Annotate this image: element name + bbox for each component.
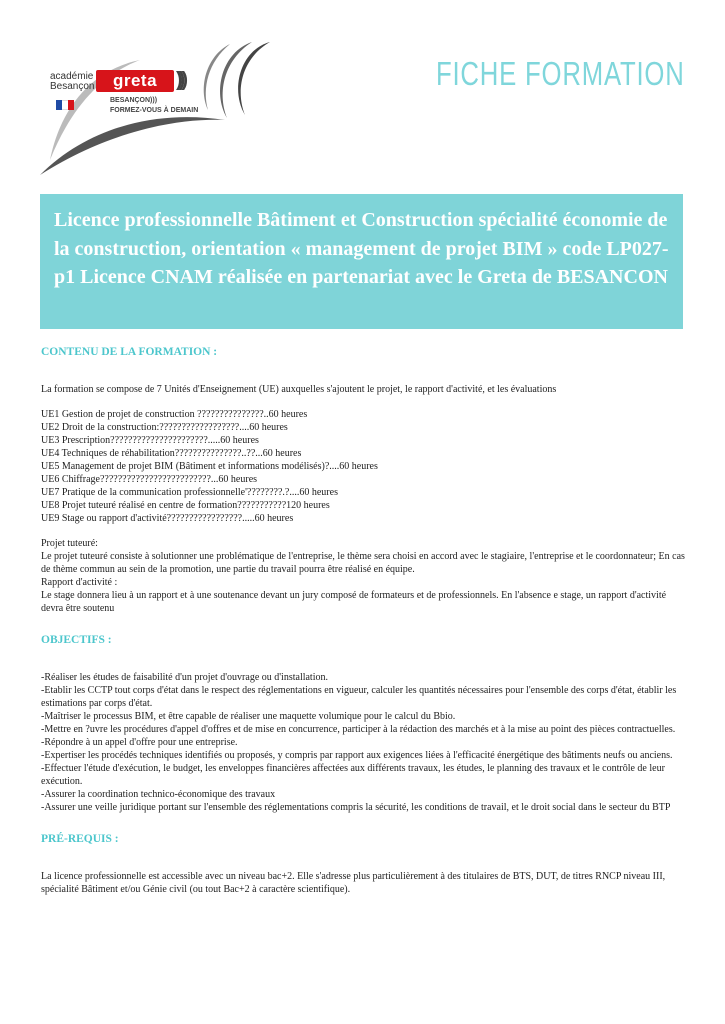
contenu-intro: La formation se compose de 7 Unités d'Enseignement (UE) auxquelles s'ajoutent le projet, le rapport d'activité, et les évaluations <box>41 384 557 395</box>
ue-item: UE8 Projet tuteuré réalisé en centre de formation???????????120 heures <box>41 500 330 511</box>
academie-line2: Besançon <box>50 81 95 92</box>
ue-item: UE6 Chiffrage?????????????????????????...60 heures <box>41 474 258 485</box>
greta-waves: ))) <box>176 69 184 91</box>
ue-item: UE2 Droit de la construction:??????????????????....60 heures <box>41 422 288 433</box>
republique-flag-icon <box>56 97 76 107</box>
document-body <box>41 345 686 896</box>
objectifs-list <box>41 671 686 814</box>
objectif-item: -Maîtriser le processus BIM, et être capable de réaliser une maquette volumique pour le calcul du Bbio. <box>41 711 456 722</box>
formation-title: Licence professionnelle Bâtiment et Construction spécialité économie de la construction, orientation « management de projet BIM » code LP027-p1 Licence CNAM réalisée en partenariat avec le Greta de BESANCON <box>54 209 669 288</box>
ue-list <box>41 408 686 525</box>
objectif-item: -Assurer une veille juridique portant sur l'ensemble des réglementations compris la sécurité, les conditions de travail, et le droit social dans le secteur du BTP <box>41 802 671 813</box>
greta-tagline: FORMEZ-VOUS À DEMAIN <box>110 107 199 114</box>
objectif-item: -Répondre à un appel d'offre pour une entreprise. <box>41 737 238 748</box>
objectif-item: -Etablir les CCTP tout corps d'état dans le respect des réglementations en vigueur, calculer les quantités nécessaires pour l'ensemble des corps d'état, établir les estimations par corps d'état. <box>41 685 677 709</box>
academie-line1: académie <box>50 71 94 82</box>
objectif-item: -Réaliser les études de faisabilité d'un projet d'ouvrage ou d'installation. <box>41 672 328 683</box>
rapport-text: Le stage donnera lieu à un rapport et à une soutenance devant un jury composé de formateurs et de professionnels. En l'absence e stage, un rapport d'activité devra être soutenu <box>41 590 667 614</box>
fiche-formation-title: FICHE FORMATION <box>436 55 685 92</box>
greta-city: BESANÇON))) <box>110 97 158 104</box>
projet-text: Le projet tuteuré consiste à solutionner une problématique de l'entreprise, le thème sera choisi en accord avec le stagiaire, l'entreprise et le coordonnateur; En cas de thème commun au sein de la promotion, une partie du travail pourra être réalisé en équipe. <box>41 551 685 575</box>
prerequis-heading: PRÉ-REQUIS : <box>41 833 119 845</box>
ue-item: UE5 Management de projet BIM (Bâtiment et informations modélisés)?....60 heures <box>41 461 378 472</box>
greta-brand-logo: greta <box>96 70 174 92</box>
objectif-item: -Mettre en ?uvre les procédures d'appel d'offres et de mise en concurrence, participer à la rédaction des marchés et à la mise au point des pièces contractuelles. <box>41 724 676 735</box>
rapport-label: Rapport d'activité : <box>41 577 118 588</box>
objectif-item: -Assurer la coordination technico-économique des travaux <box>41 789 276 800</box>
ue-item: UE4 Techniques de réhabilitation???????????????..??...60 heures <box>41 448 302 459</box>
ue-item: UE7 Pratique de la communication professionnelle'????????.?....60 heures <box>41 487 338 498</box>
contenu-heading: CONTENU DE LA FORMATION : <box>41 346 218 358</box>
projet-label: Projet tuteuré: <box>41 538 98 549</box>
objectif-item: -Effectuer l'étude d'exécution, le budget, les enveloppes financières affectées aux différents travaux, les études, le planning des travaux et le contrôle de leur exécution. <box>41 763 665 787</box>
projet-block <box>41 537 686 615</box>
ue-item: UE9 Stage ou rapport d'activité?????????????????.....60 heures <box>41 513 294 524</box>
prerequis-text: La licence professionnelle est accessible avec un niveau bac+2. Elle s'adresse plus particulièrement à des titulaires de BTS, DUT, de titres RNCP niveau III, spécialité Bâtiment et/ou Génie civil (ou tout Bac+2 à caractère scientifique). <box>41 871 666 895</box>
objectifs-heading: OBJECTIFS : <box>41 634 112 646</box>
academie-logo <box>50 72 94 92</box>
ue-item: UE3 Prescription??????????????????????.....60 heures <box>41 435 259 446</box>
formation-title-banner <box>40 194 683 329</box>
header <box>0 0 725 190</box>
ue-item: UE1 Gestion de projet de construction ???????????????..60 heures <box>41 409 308 420</box>
objectif-item: -Expertiser les procédés techniques identifiés ou proposés, y compris par rapport aux exigences liées à l'efficacité énergétique des bâtiments neufs ou anciens. <box>41 750 673 761</box>
greta-city-tagline <box>110 96 198 116</box>
